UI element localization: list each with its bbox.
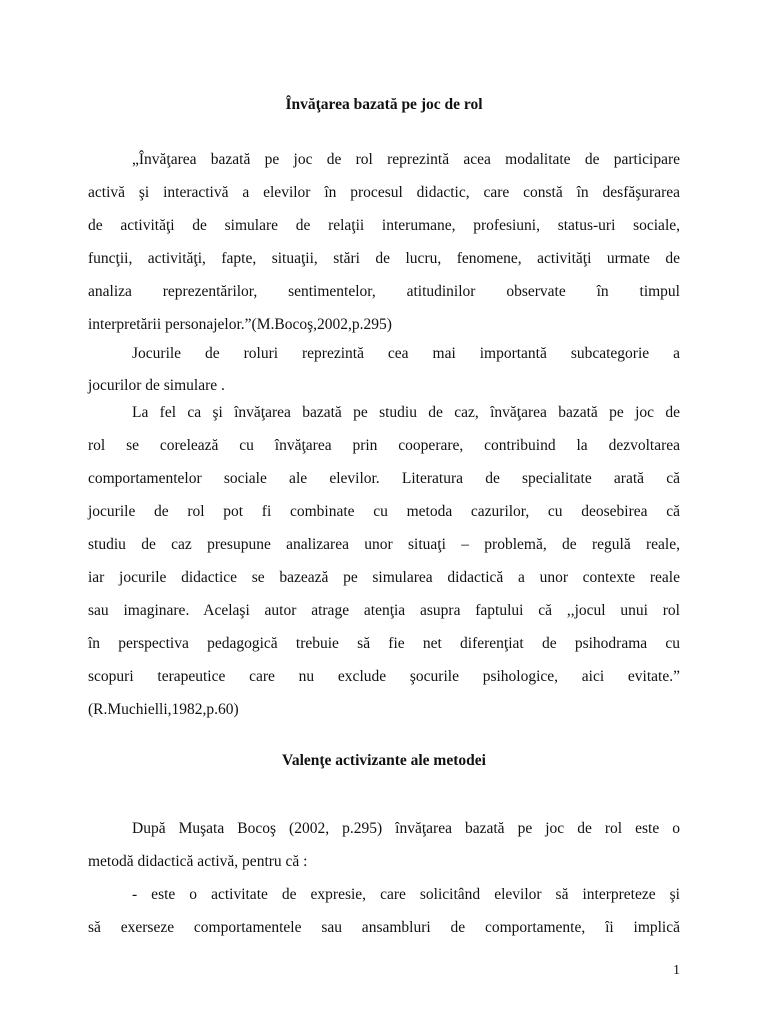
- text-line: metodă didactică activă, pentru că :: [88, 853, 308, 870]
- page-number: 1: [673, 963, 680, 978]
- text-line: La fel ca şi învăţarea bazată pe studiu de caz, învăţarea bazată pe joc de: [132, 404, 680, 421]
- text-line: în perspectiva pedagogică trebuie să fie net diferenţiat de psihodrama cu: [88, 635, 680, 652]
- text-line: să exerseze comportamentele sau ansambluri de comportamente, îi implică: [88, 919, 680, 936]
- heading-1: Învăţarea bazată pe joc de rol: [285, 96, 483, 113]
- text-line: analiza reprezentărilor, sentimentelor, atitudinilor observate în timpul: [88, 283, 680, 300]
- text-line: (R.Muchielli,1982,p.60): [88, 701, 239, 718]
- text-line: jocurilor de simulare .: [88, 377, 225, 394]
- text-line: După Muşata Bocoş (2002, p.295) învăţarea bazată pe joc de rol este o: [132, 820, 680, 837]
- text-line: comportamentelor sociale ale elevilor. Literatura de specialitate arată că: [88, 470, 680, 487]
- text-line: rol se corelează cu învăţarea prin cooperare, contribuind la dezvoltarea: [88, 437, 680, 454]
- text-line: scopuri terapeutice care nu exclude şocurile psihologice, aici evitate.”: [88, 668, 680, 685]
- heading-2: Valenţe activizante ale metodei: [282, 752, 486, 769]
- text-line: sau imaginare. Acelaşi autor atrage atenţia asupra faptului că ,,jocul unui rol: [88, 602, 680, 619]
- text-line: funcţii, activităţi, fapte, situaţii, stări de lucru, fenomene, activităţi urmate de: [88, 250, 680, 267]
- text-line: Jocurile de roluri reprezintă cea mai importantă subcategorie a: [132, 345, 680, 362]
- text-line: interpretării personajelor.”(M.Bocoş,2002,p.295): [88, 316, 392, 333]
- text-line: jocurile de rol pot fi combinate cu metoda cazurilor, cu deosebirea că: [88, 503, 680, 520]
- text-line: de activităţi de simulare de relaţii interumane, profesiuni, status-uri sociale,: [88, 217, 680, 234]
- text-line: „Învăţarea bazată pe joc de rol reprezintă acea modalitate de participare: [132, 151, 680, 168]
- text-line: studiu de caz presupune analizarea unor situaţi – problemă, de regulă reale,: [88, 536, 680, 553]
- text-line: iar jocurile didactice se bazează pe simularea didactică a unor contexte reale: [88, 569, 680, 586]
- text-line: activă şi interactivă a elevilor în procesul didactic, care constă în desfăşurarea: [88, 184, 680, 201]
- text-line: - este o activitate de expresie, care solicitând elevilor să interpreteze şi: [132, 886, 680, 903]
